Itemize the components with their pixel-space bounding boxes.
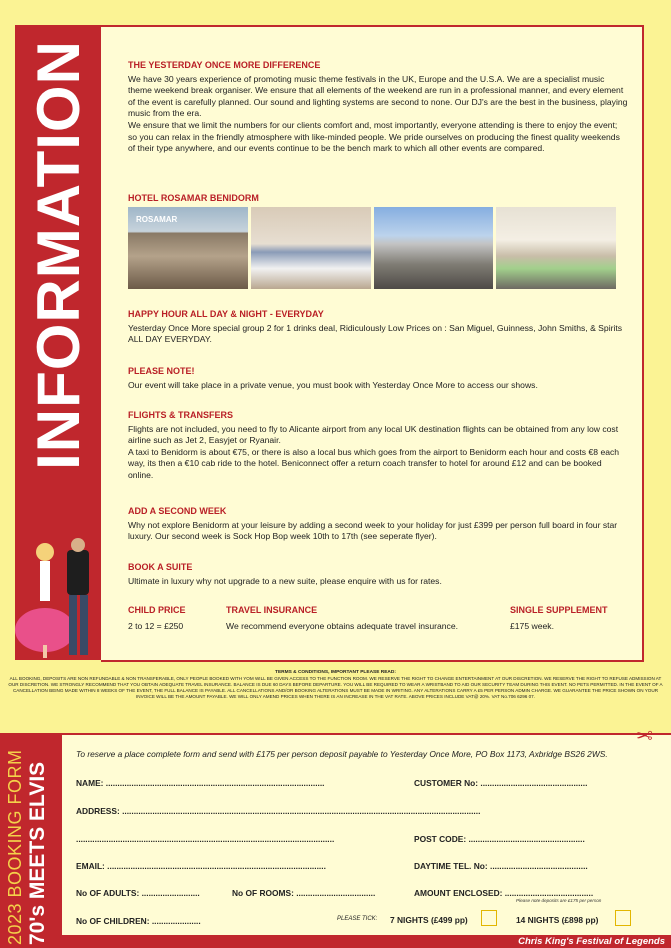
travel-insurance <box>226 605 458 631</box>
difference-paragraph-2: We ensure that we limit the numbers for our clients comfort and, most importantly, everyone attending is there to enjoy the event; so you can relax in the friendly atmosphere with like-minded people. We pride ourselves on producing the finest quality weekends of their type anywhere, and our events continue to be the bench mark to which all other events are compared. <box>128 119 620 154</box>
flights-paragraph-2: A taxi to Benidorm is about €75, or there is also a local bus which goes from the airport to Benidorm each hour and costs €8 each way, its then a €10 cab ride to the hotel. Beniconnect offer a return coach transfer to hotel for around £12 and can be booked online. <box>128 446 620 480</box>
please-note-section <box>128 366 628 391</box>
difference-paragraph-1: We have 30 years experience of promoting music theme festivals in the UK, Europe and the U.S.A. We are a specialist music theme weekend break organiser. We ensure that all elements of the weekend are run in a professional manner, and every element of the event is carefully planned. Our sound and lighting systems are second to none. Our DJ's are the best in the business, playing music from the era. <box>128 73 628 119</box>
daytime-tel-field[interactable]: DAYTIME TEL. No: .......................................... <box>414 861 588 871</box>
hotel-exterior-photo <box>128 207 248 289</box>
difference-heading: THE YESTERDAY ONCE MORE DIFFERENCE <box>128 60 321 70</box>
benidorm-skyline-photo <box>374 207 494 289</box>
single-supplement-heading: SINGLE SUPPLEMENT <box>510 605 608 615</box>
travel-insurance-text: We recommend everyone obtains adequate travel insurance. <box>226 621 459 631</box>
email-field[interactable]: EMAIL: .............................................................................................. <box>76 861 326 871</box>
footer-bar <box>62 935 671 948</box>
hotel-section <box>128 193 628 207</box>
footer-brand: Chris King's Festival of Legends <box>518 936 665 947</box>
scissors-icon: ✂ <box>636 723 653 745</box>
name-field[interactable]: NAME: .............................................................................................. <box>76 778 325 788</box>
child-price-text: 2 to 12 = £250 <box>128 621 184 631</box>
single-supplement <box>510 605 608 631</box>
fourteen-nights-checkbox[interactable] <box>615 910 631 926</box>
suite-text: Ultimate in luxury why not upgrade to a new suite, please enquire with us for rates. <box>128 575 442 586</box>
flights-section <box>128 410 628 482</box>
flights-paragraph-1: Flights are not included, you need to fly to Alicante airport from any local UK destination flights can be obtained from any low cost airline such as Jet 2, Easyjet or Ryanair. <box>128 423 619 446</box>
hotel-restaurant-photo <box>496 207 616 289</box>
happy-hour-section <box>128 309 628 346</box>
second-week-section <box>128 506 628 543</box>
please-note-heading: PLEASE NOTE! <box>128 366 195 376</box>
address-line-2-field[interactable]: ............................................................................................................... <box>76 834 335 844</box>
second-week-heading: ADD A SECOND WEEK <box>128 506 227 516</box>
please-tick-label: PLEASE TICK: <box>337 916 378 922</box>
happy-hour-heading: HAPPY HOUR ALL DAY & NIGHT - EVERYDAY <box>128 309 324 319</box>
terms-text: ALL BOOKING, DEPOSITS ARE NON REFUNDABLE & NON TRANSFERABLE, ONLY PEOPLE BOOKED WITH YOM WILL BE GIVEN ACCESS TO THE FUNCTION ROOM. WE RESERVE THE RIGHT TO CHANGE ENTERTAINMENT AT OUR DISCRETION. WE RESERVE THE RIGHT TO REFUSE ADMISSION AT OUR DISCRETION. WE STRONGLY RECOMMEND THAT YOU OBTAIN ADEQUATE TRAVEL INSURANCE. BALANCE IS DUE 60 DAYS BEFORE DEPARTURE. YOU WILL BE REQUIRED TO WEAR A WRISTBAND TO AID OUR SECURITY TEAM DURING THIS EVENT. NO PETS PERMITTED. IN THE EVENT OF A CANCELLATION BEING MADE WITHIN 8 WEEKS OF THE EVENT, THE FULL BALANCE IS PAYABLE. ALL CANCELLATIONS AND/OR BOOKING ALTERATIONS MUST BE MADE IN WRITING. ANY ALTERATIONS CARRY A £5 PER PERSON ADMIN CHARGE. WE GUARANTEE THE PRICE SHOWN ON YOUR INVOICE WILL BE THE AMOUNT PAYABLE. WE WILL ONLY AMEND PRICES WHEN THERE IS AN INCREASE IN THE VAT RATE. ABOVE PRICES INCLUDE VAT@ 20%. VAT No.706 6296 07. <box>8 676 663 699</box>
suite-heading: BOOK A SUITE <box>128 562 193 572</box>
children-field[interactable]: No OF CHILDREN: ..................... <box>76 916 201 926</box>
seven-nights-checkbox[interactable] <box>481 910 497 926</box>
single-supplement-text: £175 week. <box>510 621 554 631</box>
child-price <box>128 605 186 631</box>
child-price-heading: CHILD PRICE <box>128 605 186 615</box>
travel-insurance-heading: TRAVEL INSURANCE <box>226 605 318 615</box>
address-field[interactable]: ADDRESS: .......................................................................................................................................................... <box>76 806 481 816</box>
rooms-field[interactable]: No OF ROOMS: .................................. <box>232 888 376 898</box>
flights-heading: FLIGHTS & TRANSFERS <box>128 410 233 420</box>
booking-form-year: 2023 BOOKING FORM <box>5 749 25 945</box>
amount-enclosed-field[interactable]: AMOUNT ENCLOSED: ...................................... <box>414 888 594 898</box>
adults-field[interactable]: No OF ADULTS: ......................... <box>76 888 200 898</box>
post-code-field[interactable]: POST CODE: .................................................. <box>414 834 585 844</box>
terms-and-conditions <box>8 670 663 700</box>
hotel-photos <box>128 207 616 289</box>
please-note-text: Our event will take place in a private venue, you must book with Yesterday Once More to access our shows. <box>128 379 538 390</box>
booking-form-event: 70's MEETS ELVIS <box>26 761 49 945</box>
suite-section <box>128 562 628 587</box>
seven-nights-label: 7 NIGHTS (£499 pp) <box>390 915 468 925</box>
terms-title: TERMS & CONDITIONS, IMPORTANT PLEASE READ: <box>275 670 396 675</box>
booking-form-title <box>4 740 50 945</box>
couple-illustration <box>15 530 107 658</box>
customer-no-field[interactable]: CUSTOMER No: .............................................. <box>414 778 588 788</box>
second-week-text: Why not explore Benidorm at your leisure by adding a second week to your holiday for just £399 per person full board in four star luxury. Our second week is Sock Hop Bop week 10th to 17th (see seperate flyer). <box>128 519 618 542</box>
booking-form-intro: To reserve a place complete form and send with £175 per person deposit payable to Yesterday Once More, PO Box 1173, Axbridge BS26 2WS. <box>76 749 608 759</box>
happy-hour-text: Yesterday Once More special group 2 for 1 drinks deal, Ridiculously Low Prices on : San Miguel, Guinness, John Smiths, & Spirits ALL DAY EVERYDAY. <box>128 322 623 345</box>
information-title: INFORMATION <box>25 40 92 470</box>
hotel-heading: HOTEL ROSAMAR BENIDORM <box>128 193 259 203</box>
hotel-room-photo <box>251 207 371 289</box>
hotel-sign: ROSAMAR <box>136 215 178 224</box>
difference-section <box>128 60 628 155</box>
fourteen-nights-label: 14 NIGHTS (£898 pp) <box>516 915 599 925</box>
deposit-note: Please note deposits are £175 per person <box>516 898 602 903</box>
